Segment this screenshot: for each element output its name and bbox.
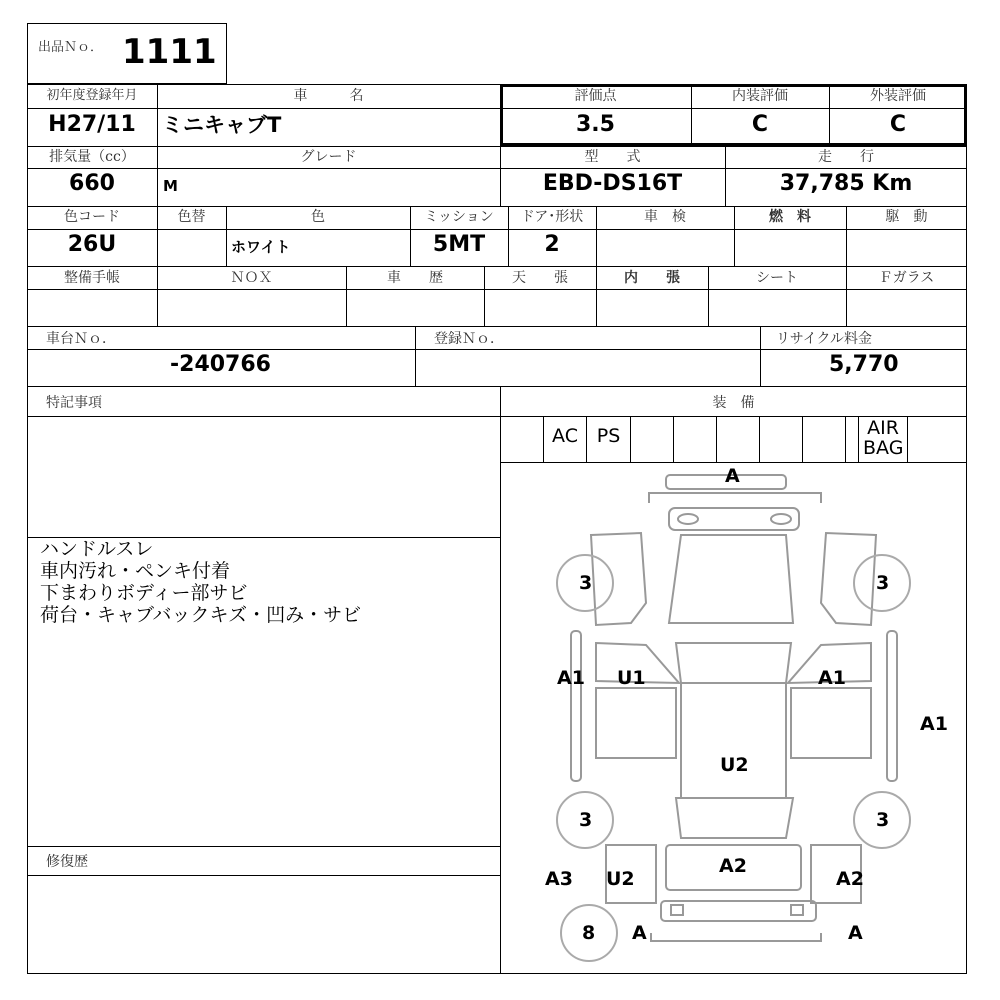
maintenance-label: 整備手帳 xyxy=(64,270,120,286)
tail-light-left xyxy=(671,905,683,915)
lot-number: 1111 xyxy=(122,32,217,72)
cc-value: 660 xyxy=(69,171,115,196)
note-line: 荷台・キャブバックキズ・凹み・サビ xyxy=(40,604,362,626)
cab-roof xyxy=(676,643,791,683)
interior-label: 内装評価 xyxy=(732,88,788,104)
history-label: 車 歴 xyxy=(387,270,443,286)
color-value: ホワイト xyxy=(231,238,291,256)
chassis-value: -240766 xyxy=(170,352,271,377)
mission-label: ミッション xyxy=(424,209,494,225)
right-rail xyxy=(887,631,897,781)
notes-label: 特記事項 xyxy=(46,395,102,411)
year-label: 初年度登録年月 xyxy=(46,88,138,103)
mileage-label: 走 行 xyxy=(818,149,874,165)
mark-bed: A2 xyxy=(719,855,747,877)
airbag-text: AIR BAG xyxy=(863,417,904,459)
vehicle-diagram xyxy=(501,463,966,973)
windshield xyxy=(669,535,793,623)
colorcode-value: 26U xyxy=(67,232,117,257)
glass-label: Ｆガラス xyxy=(878,270,935,286)
model-label: 型 式 xyxy=(584,149,641,165)
mileage-value: 37,785 Km xyxy=(779,171,913,196)
mark-tire-front-right: 3 xyxy=(876,572,890,594)
equipment-cell xyxy=(673,416,716,462)
roof-label: 天 張 xyxy=(512,270,568,286)
repaint-label: 色替 xyxy=(177,209,206,225)
equipment-cell xyxy=(759,416,802,462)
year-value: H27/11 xyxy=(48,112,136,137)
door-label: ドア･形状 xyxy=(520,209,584,225)
mark-tire-rear-left: 3 xyxy=(579,809,593,831)
fuel-label: 燃 料 xyxy=(769,209,811,225)
equipment-cell xyxy=(630,416,673,462)
left-front-panel xyxy=(591,533,646,625)
mark-cab-center: U2 xyxy=(720,754,749,776)
drive-label: 駆 動 xyxy=(885,209,928,225)
equipment-cell-airbag xyxy=(858,416,907,462)
mark-rear-bumper-right: A xyxy=(848,922,863,944)
model-value: EBD-DS16T xyxy=(542,171,683,196)
chassis-label: 車台Ｎｏ． xyxy=(46,331,116,347)
note-line: 車内汚れ・ペンキ付着 xyxy=(40,560,231,582)
cab-back xyxy=(681,683,786,798)
inspection-label: 車 検 xyxy=(644,209,686,225)
repair-history-label: 修復歴 xyxy=(46,854,88,870)
equipment-cell-ac: AC xyxy=(543,416,586,462)
front-bumper-lower xyxy=(649,493,821,503)
headlight-left xyxy=(678,514,698,524)
name-value: ミニキャブT xyxy=(162,113,282,137)
mission-value: 5MT xyxy=(432,232,486,257)
mark-right-door: A1 xyxy=(818,667,846,689)
mark-tire-front-left: 3 xyxy=(579,572,593,594)
colorcode-label: 色コード xyxy=(64,209,120,225)
cc-label: 排気量（cc） xyxy=(49,149,135,165)
left-door xyxy=(596,688,676,758)
mark-left-floor: U1 xyxy=(617,667,646,689)
mark-tire-rear-right: 3 xyxy=(876,809,890,831)
grade-label: グレード xyxy=(300,149,357,165)
mark-rear-left: A3 xyxy=(545,868,573,890)
right-door xyxy=(791,688,871,758)
interior-trim-label: 内 張 xyxy=(624,270,680,286)
seat-label: シート xyxy=(756,270,798,286)
door-value: 2 xyxy=(544,232,560,257)
headlight-right xyxy=(771,514,791,524)
tail-light-right xyxy=(791,905,803,915)
interior-value: C xyxy=(751,112,769,137)
color-label: 色 xyxy=(311,209,325,225)
score-label: 評価点 xyxy=(574,88,617,104)
equipment-label: 装 備 xyxy=(712,395,755,411)
front-grille xyxy=(669,508,799,530)
mark-spare: 8 xyxy=(582,922,596,944)
mark-front: A xyxy=(725,465,740,487)
cab-back-lower xyxy=(676,798,793,838)
recycle-label: リサイクル料金 xyxy=(776,331,873,347)
exterior-value: C xyxy=(889,112,907,137)
left-rail xyxy=(571,631,581,781)
equipment-cell-ps: PS xyxy=(586,416,630,462)
equipment-cell xyxy=(716,416,759,462)
equipment-cell xyxy=(845,416,858,462)
lot-number-label: 出品Ｎｏ． xyxy=(38,40,104,55)
score-value: 3.5 xyxy=(576,112,615,137)
rear-bumper-lower xyxy=(651,933,821,941)
mark-right-side: A1 xyxy=(920,713,948,735)
note-line: 下まわりボディー部サビ xyxy=(40,582,248,604)
registration-label: 登録Ｎｏ． xyxy=(434,331,504,347)
mark-rear-u2: U2 xyxy=(606,868,635,890)
mark-rear-bumper-left: A xyxy=(632,922,647,944)
note-line: ハンドルスレ xyxy=(40,538,154,560)
notes-text xyxy=(40,538,361,626)
mark-left-door: A1 xyxy=(557,667,585,689)
exterior-label: 外装評価 xyxy=(870,88,926,104)
right-front-panel xyxy=(821,533,876,625)
equipment-cell xyxy=(802,416,845,462)
recycle-value: 5,770 xyxy=(829,352,899,377)
nox-label: ＮＯＸ xyxy=(230,270,273,286)
name-label: 車 名 xyxy=(293,88,364,104)
grade-value: M xyxy=(163,177,178,195)
mark-rear-right: A2 xyxy=(836,868,864,890)
